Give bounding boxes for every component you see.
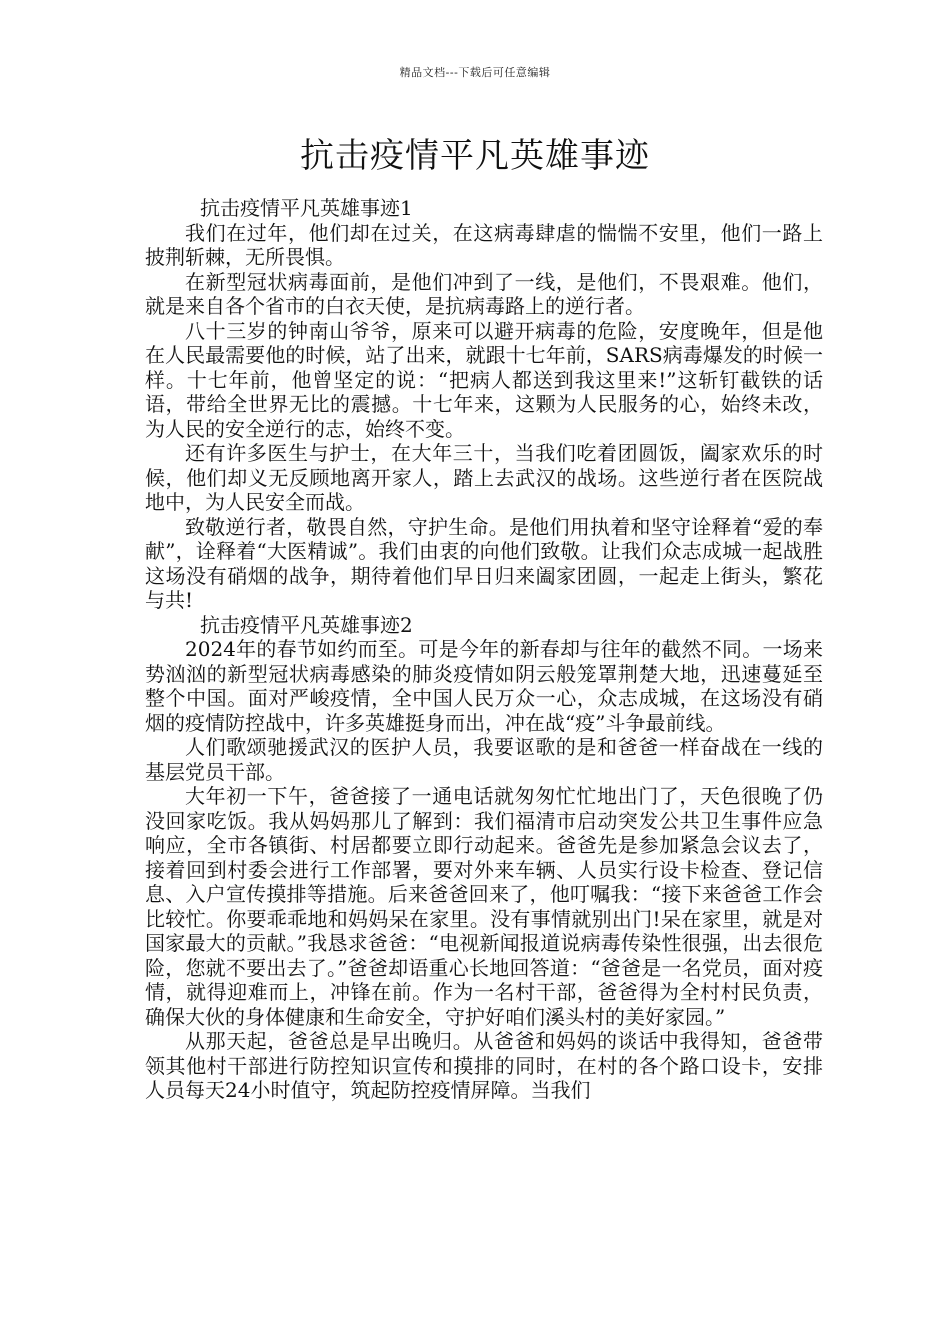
- document-body: [145, 196, 823, 1103]
- body-paragraph: 在新型冠状病毒面前，是他们冲到了一线，是他们，不畏艰难。他们，就是来自各个省市的白衣天使，是抗病毒路上的逆行者。: [145, 269, 823, 318]
- section-heading: 抗击疫情平凡英雄事迹1: [200, 196, 413, 220]
- body-paragraph: 人们歌颂驰援武汉的医护人员，我要讴歌的是和爸爸一样奋战在一线的基层党员干部。: [145, 735, 823, 784]
- document-title: 抗击疫情平凡英雄事迹: [300, 136, 650, 176]
- page-header: 精品文档---下载后可任意编辑: [399, 66, 551, 79]
- body-paragraph: 从那天起，爸爸总是早出晚归。从爸爸和妈妈的谈话中我得知，爸爸带领其他村干部进行防控知识宣传和摸排的同时，在村的各个路口设卡，安排人员每天24小时值守，筑起防控疫情屏障。当我们: [145, 1029, 823, 1102]
- body-paragraph: 大年初一下午，爸爸接了一通电话就匆匆忙忙地出门了，天色很晚了仍没回家吃饭。我从妈妈那儿了解到：我们福清市启动突发公共卫生事件应急响应，全市各镇街、村居都要立即行动起来。爸爸先是参加紧急会议去了，接着回到村委会进行工作部署，要对外来车辆、人员实行设卡检查、登记信息、入户宣传摸排等措施。后来爸爸回来了，他叮嘱我：“接下来爸爸工作会比较忙。你要乖乖地和妈妈呆在家里。没有事情就别出门!呆在家里，就是对国家最大的贡献。”我恳求爸爸：“电视新闻报道说病毒传染性很强，出去很危险，您就不要出去了。”爸爸却语重心长地回答道：“爸爸是一名党员，面对疫情，就得迎难而上，冲锋在前。作为一名村干部，爸爸得为全村村民负责，确保大伙的身体健康和生命安全，守护好咱们溪头村的美好家园。”: [145, 784, 823, 1029]
- body-paragraph: 八十三岁的钟南山爷爷，原来可以避开病毒的危险，安度晚年，但是他在人民最需要他的时候，站了出来，就跟十七年前，SARS病毒爆发的时候一样。十七年前，他曾坚定的说：“把病人都送到我这里来!”这斩钉截铁的话语，带给全世界无比的震撼。十七年来，这颗为人民服务的心，始终未改，为人民的安全逆行的志，始终不变。: [145, 318, 823, 441]
- body-paragraph: 2024年的春节如约而至。可是今年的新春却与往年的截然不同。一场来势汹汹的新型冠状病毒感染的肺炎疫情如阴云般笼罩荆楚大地，迅速蔓延至整个中国。面对严峻疫情，全中国人民万众一心，众志成城，在这场没有硝烟的疫情防控战中，许多英雄挺身而出，冲在战“疫”斗争最前线。: [145, 637, 823, 735]
- body-paragraph: 还有许多医生与护士，在大年三十，当我们吃着团圆饭，阖家欢乐的时候，他们却义无反顾地离开家人，踏上去武汉的战场。这些逆行者在医院战地中，为人民安全而战。: [145, 441, 823, 514]
- body-paragraph: 致敬逆行者，敬畏自然，守护生命。是他们用执着和坚守诠释着“爱的奉献”，诠释着“大医精诚”。我们由衷的向他们致敬。让我们众志成城一起战胜这场没有硝烟的战争，期待着他们早日归来阖家团圆，一起走上街头，繁花与共!: [145, 514, 823, 612]
- body-paragraph: 我们在过年，他们却在过关，在这病毒肆虐的惴惴不安里，他们一路上披荆斩棘，无所畏惧。: [145, 220, 823, 269]
- section-heading: 抗击疫情平凡英雄事迹2: [200, 612, 413, 637]
